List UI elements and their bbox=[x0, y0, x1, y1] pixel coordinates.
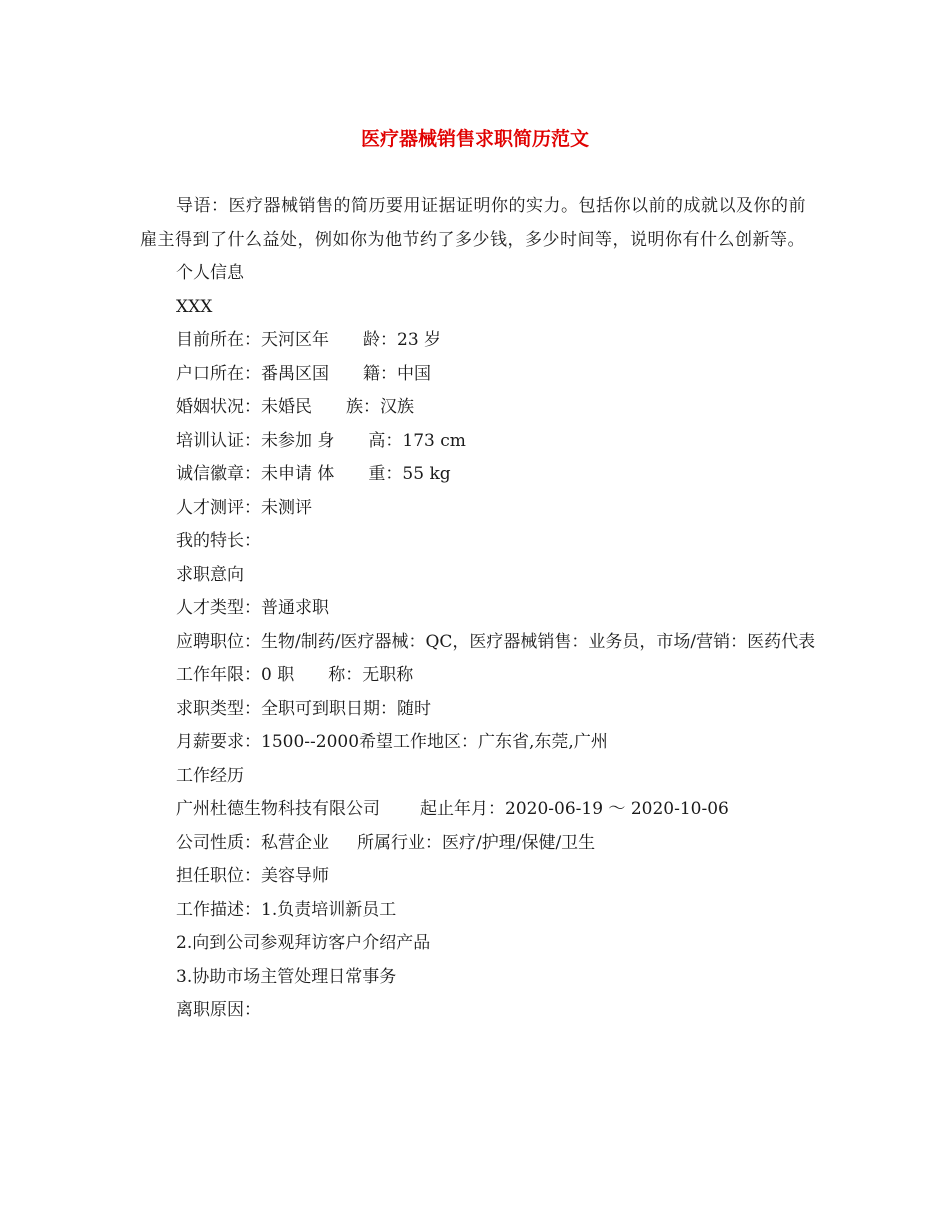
role-row: 担任职位：美容导师 bbox=[176, 866, 329, 886]
height-field: 身 高：173 cm bbox=[317, 430, 466, 451]
age-field: 年 龄：23 岁 bbox=[312, 330, 442, 350]
years-title-row bbox=[140, 659, 820, 693]
description-row-1: 工作描述：1.负责培训新员工 bbox=[176, 899, 397, 920]
work-experience-heading: 工作经历 bbox=[176, 765, 244, 786]
leave-reason-row: 离职原因： bbox=[176, 1000, 261, 1020]
marital-field: 婚姻状况：未婚 bbox=[176, 397, 295, 417]
document-title: 医疗器械销售求职简历范文 bbox=[360, 128, 589, 150]
nationality-field: 国 籍：中国 bbox=[312, 363, 431, 384]
company-field: 广州杜德生物科技有限公司 bbox=[176, 799, 380, 819]
nature-field: 公司性质：私营企业 bbox=[176, 832, 329, 853]
company-period-row bbox=[140, 793, 820, 827]
training-field: 培训认证：未参加 bbox=[176, 430, 312, 451]
weight-field: 体 重：55 kg bbox=[317, 464, 451, 484]
hukou-field: 户口所在：番禺区 bbox=[176, 363, 312, 384]
credit-field: 诚信徽章：未申请 bbox=[176, 464, 312, 484]
region-field: 希望工作地区：广东省,东莞,广州 bbox=[359, 732, 608, 752]
salary-region-row bbox=[140, 726, 820, 760]
salary-field: 月薪要求：1500--2000 bbox=[176, 732, 360, 752]
job-intent-heading: 求职意向 bbox=[176, 564, 244, 585]
nature-industry-row bbox=[140, 827, 820, 861]
period-field: 起止年月：2020-06-19 ～ 2020-10-06 bbox=[420, 799, 729, 819]
intro-paragraph: 导语：医疗器械销售的简历要用证据证明你的实力。包括你以前的成就以及你的前雇主得到了什么益处，例如你为他节约了多少钱，多少时间等，说明你有什么创新等。 bbox=[140, 196, 806, 250]
title-field: 职 称：无职称 bbox=[277, 665, 414, 685]
personal-info-heading: 个人信息 bbox=[176, 263, 244, 283]
description-row-2: 2.向到公司参观拜访客户介绍产品 bbox=[176, 933, 431, 953]
hukou-nationality-row bbox=[140, 358, 820, 392]
talent-type-row: 人才类型：普通求职 bbox=[176, 598, 329, 618]
job-type-field: 求职类型：全职 bbox=[176, 698, 295, 719]
specialty-row: 我的特长： bbox=[176, 531, 261, 551]
candidate-name: XXX bbox=[176, 296, 213, 317]
document-body bbox=[140, 190, 820, 1028]
marital-ethnicity-row bbox=[140, 391, 820, 425]
position-row: 应聘职位：生物/制药/医疗器械：QC，医疗器械销售：业务员，市场/营销：医药代表 bbox=[176, 631, 816, 652]
assessment-row: 人才测评：未测评 bbox=[176, 497, 312, 518]
years-field: 工作年限：0 bbox=[176, 665, 272, 685]
jobtype-available-row bbox=[140, 693, 820, 727]
credit-weight-row bbox=[140, 458, 820, 492]
ethnicity-field: 民 族：汉族 bbox=[295, 397, 414, 417]
available-field: 可到职日期：随时 bbox=[295, 698, 431, 719]
description-row-3: 3.协助市场主管处理日常事务 bbox=[176, 966, 397, 987]
training-height-row bbox=[140, 425, 820, 459]
location-age-row bbox=[140, 324, 820, 358]
industry-field: 所属行业：医疗/护理/保健/卫生 bbox=[357, 832, 596, 853]
location-field: 目前所在：天河区 bbox=[176, 330, 312, 350]
